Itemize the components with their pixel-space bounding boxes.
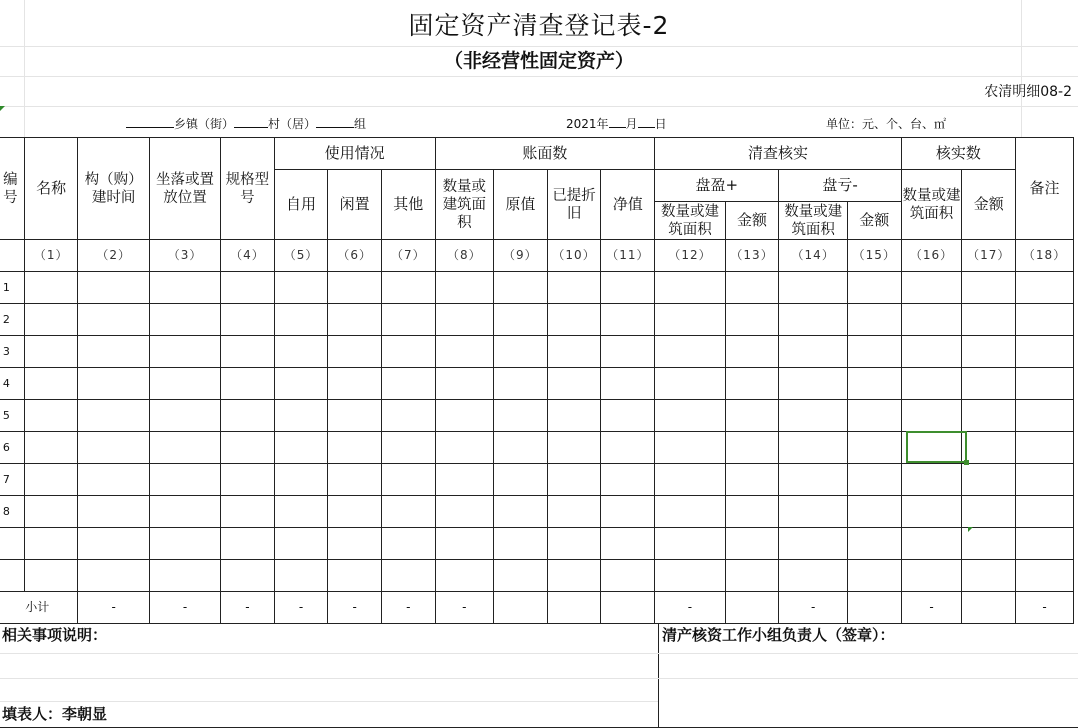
document-title: 固定资产清查登记表-2 xyxy=(408,11,670,40)
form-code: 农清明细08-2 xyxy=(984,84,1072,100)
table-cell[interactable] xyxy=(435,400,494,432)
table-cell[interactable] xyxy=(435,336,494,368)
table-cell[interactable] xyxy=(1016,272,1074,304)
table-cell[interactable] xyxy=(274,368,328,400)
table-cell[interactable] xyxy=(328,496,382,528)
table-cell[interactable] xyxy=(547,464,601,496)
subtotal-cell[interactable]: - xyxy=(779,592,847,624)
column-number: （17） xyxy=(962,240,1016,272)
table-cell[interactable] xyxy=(725,272,779,304)
header-name: 名称 xyxy=(24,138,78,240)
table-cell[interactable] xyxy=(725,496,779,528)
table-cell[interactable] xyxy=(962,272,1016,304)
township-label: 乡镇（街） xyxy=(174,117,235,131)
table-cell[interactable] xyxy=(901,368,962,400)
table-cell[interactable] xyxy=(962,304,1016,336)
table-cell[interactable] xyxy=(779,528,847,560)
month-blank[interactable] xyxy=(609,114,626,128)
subtotal-cell[interactable]: - xyxy=(274,592,328,624)
column-number xyxy=(0,240,24,272)
table-cell[interactable] xyxy=(381,560,435,592)
row-number: 5 xyxy=(0,400,24,432)
header-surplus: 盘盈+ xyxy=(655,170,779,202)
table-row xyxy=(0,368,1074,400)
table-cell[interactable] xyxy=(274,560,328,592)
table-cell[interactable] xyxy=(494,400,548,432)
row-number xyxy=(0,528,24,560)
table-cell[interactable] xyxy=(1016,464,1074,496)
gridline xyxy=(0,701,658,702)
table-cell[interactable] xyxy=(435,368,494,400)
table-cell[interactable] xyxy=(274,432,328,464)
comment-marker xyxy=(968,527,973,532)
table-cell[interactable] xyxy=(221,368,275,400)
table-cell[interactable] xyxy=(78,400,149,432)
table-cell[interactable] xyxy=(847,368,901,400)
table-cell[interactable] xyxy=(328,464,382,496)
table-cell[interactable] xyxy=(328,304,382,336)
date-day: 日 xyxy=(654,117,667,131)
table-cell[interactable] xyxy=(435,304,494,336)
footer-divider xyxy=(658,623,659,728)
header-book-quantity: 数量或建筑面积 xyxy=(435,170,494,240)
table-row xyxy=(0,336,1074,368)
table-cell[interactable] xyxy=(779,272,847,304)
date-month: 月 xyxy=(625,117,638,131)
subtotal-cell[interactable] xyxy=(494,592,548,624)
table-cell[interactable] xyxy=(274,304,328,336)
table-cell[interactable] xyxy=(779,496,847,528)
column-number: （9） xyxy=(494,240,548,272)
table-cell[interactable] xyxy=(149,400,220,432)
table-cell[interactable] xyxy=(328,560,382,592)
column-number: （2） xyxy=(78,240,149,272)
header-verified-count: 核实数 xyxy=(901,138,1015,170)
table-cell[interactable] xyxy=(221,336,275,368)
column-number: （16） xyxy=(901,240,962,272)
table-cell[interactable] xyxy=(24,304,78,336)
table-cell[interactable] xyxy=(847,336,901,368)
subtotal-cell[interactable] xyxy=(547,592,601,624)
table-cell[interactable] xyxy=(381,336,435,368)
table-cell[interactable] xyxy=(24,368,78,400)
table-cell[interactable] xyxy=(274,464,328,496)
table-cell[interactable] xyxy=(221,272,275,304)
column-number: （4） xyxy=(221,240,275,272)
row-number: 6 xyxy=(0,432,24,464)
table-cell[interactable] xyxy=(1016,528,1074,560)
location-line xyxy=(126,114,366,134)
table-cell[interactable] xyxy=(1016,432,1074,464)
table-cell[interactable] xyxy=(779,560,847,592)
header-verification: 清查核实 xyxy=(655,138,901,170)
table-cell[interactable] xyxy=(847,464,901,496)
table-cell[interactable] xyxy=(655,400,725,432)
comment-marker xyxy=(0,106,5,111)
table-cell[interactable] xyxy=(779,432,847,464)
table-cell[interactable] xyxy=(1016,304,1074,336)
table-cell[interactable] xyxy=(381,368,435,400)
table-cell[interactable] xyxy=(779,336,847,368)
table-cell[interactable] xyxy=(494,432,548,464)
table-cell[interactable] xyxy=(149,368,220,400)
fill-handle[interactable] xyxy=(964,460,969,465)
table-cell[interactable] xyxy=(149,304,220,336)
table-cell[interactable] xyxy=(847,560,901,592)
subtotal-cell[interactable]: - xyxy=(655,592,725,624)
table-cell[interactable] xyxy=(655,368,725,400)
table-cell[interactable] xyxy=(655,304,725,336)
row-number xyxy=(0,560,24,592)
table-cell[interactable] xyxy=(494,496,548,528)
table-cell[interactable] xyxy=(779,464,847,496)
date-year: 2021年 xyxy=(566,117,609,131)
header-verified-quantity: 数量或建筑面积 xyxy=(901,170,962,240)
table-cell[interactable] xyxy=(655,336,725,368)
table-cell[interactable] xyxy=(381,528,435,560)
table-cell[interactable] xyxy=(962,400,1016,432)
header-usage: 使用情况 xyxy=(274,138,435,170)
table-cell[interactable] xyxy=(847,272,901,304)
header-depreciation: 已提折旧 xyxy=(547,170,601,240)
table-cell[interactable] xyxy=(547,336,601,368)
table-cell[interactable] xyxy=(221,432,275,464)
table-cell[interactable] xyxy=(962,528,1016,560)
table-cell[interactable] xyxy=(725,432,779,464)
table-cell[interactable] xyxy=(494,464,548,496)
table-cell[interactable] xyxy=(221,464,275,496)
table-cell[interactable] xyxy=(274,528,328,560)
row-number: 4 xyxy=(0,368,24,400)
row-number: 7 xyxy=(0,464,24,496)
gridline xyxy=(0,678,1078,679)
row-number: 8 xyxy=(0,496,24,528)
header-idle: 闲置 xyxy=(328,170,382,240)
gridline xyxy=(0,106,1078,107)
table-cell[interactable] xyxy=(601,528,655,560)
table-cell[interactable] xyxy=(494,336,548,368)
table-cell[interactable] xyxy=(547,432,601,464)
table-cell[interactable] xyxy=(962,560,1016,592)
active-cell-selection[interactable] xyxy=(906,431,967,463)
table-cell[interactable] xyxy=(601,304,655,336)
gridline xyxy=(0,76,1078,77)
table-cell[interactable] xyxy=(655,560,725,592)
table-cell[interactable] xyxy=(24,496,78,528)
document-subtitle: （非经营性固定资产） xyxy=(443,50,634,72)
header-build-time: 构（购）建时间 xyxy=(78,138,149,240)
subtotal-cell[interactable]: - xyxy=(78,592,149,624)
table-cell[interactable] xyxy=(901,496,962,528)
table-cell[interactable] xyxy=(274,272,328,304)
column-number: （6） xyxy=(328,240,382,272)
table-cell[interactable] xyxy=(24,528,78,560)
table-cell[interactable] xyxy=(725,464,779,496)
subtotal-cell[interactable]: - xyxy=(435,592,494,624)
table-cell[interactable] xyxy=(962,432,1016,464)
subtotal-cell[interactable] xyxy=(725,592,779,624)
notes-label: 相关事项说明： xyxy=(2,626,108,644)
header-surplus-quantity: 数量或建筑面积 xyxy=(655,202,725,240)
header-book-value: 账面数 xyxy=(435,138,655,170)
header-deficit: 盘亏- xyxy=(779,170,901,202)
table-cell[interactable] xyxy=(725,400,779,432)
column-number: （18） xyxy=(1016,240,1074,272)
table-cell[interactable] xyxy=(24,560,78,592)
table-cell[interactable] xyxy=(149,528,220,560)
table-row xyxy=(0,560,1074,592)
header-verified-amount: 金额 xyxy=(962,170,1016,240)
header-net-value: 净值 xyxy=(601,170,655,240)
column-number: （1） xyxy=(24,240,78,272)
column-number: （12） xyxy=(655,240,725,272)
table-cell[interactable] xyxy=(78,304,149,336)
table-cell[interactable] xyxy=(1016,336,1074,368)
table-cell[interactable] xyxy=(547,272,601,304)
table-cell[interactable] xyxy=(149,560,220,592)
header-other: 其他 xyxy=(381,170,435,240)
table-cell[interactable] xyxy=(78,464,149,496)
gridline xyxy=(0,653,1078,654)
group-blank[interactable] xyxy=(316,114,354,128)
table-cell[interactable] xyxy=(24,400,78,432)
table-cell[interactable] xyxy=(847,432,901,464)
row-number: 2 xyxy=(0,304,24,336)
subtotal-label: 小计 xyxy=(0,592,78,624)
table-row xyxy=(0,272,1074,304)
table-cell[interactable] xyxy=(847,400,901,432)
table-cell[interactable] xyxy=(78,432,149,464)
table-cell[interactable] xyxy=(221,304,275,336)
table-cell[interactable] xyxy=(655,272,725,304)
subtotal-cell[interactable] xyxy=(847,592,901,624)
table-cell[interactable] xyxy=(962,336,1016,368)
table-cell[interactable] xyxy=(601,272,655,304)
filler-name[interactable]: 李朝显 xyxy=(62,705,108,723)
table-cell[interactable] xyxy=(494,528,548,560)
table-cell[interactable] xyxy=(494,272,548,304)
village-blank[interactable] xyxy=(234,114,268,128)
table-cell[interactable] xyxy=(149,272,220,304)
table-cell[interactable] xyxy=(78,496,149,528)
header-serial: 编号 xyxy=(0,138,24,240)
table-cell[interactable] xyxy=(779,368,847,400)
table-cell[interactable] xyxy=(78,368,149,400)
table-cell[interactable] xyxy=(494,560,548,592)
table-cell[interactable] xyxy=(847,304,901,336)
table-cell[interactable] xyxy=(78,528,149,560)
table-cell[interactable] xyxy=(149,496,220,528)
column-number: （14） xyxy=(779,240,847,272)
row-number: 3 xyxy=(0,336,24,368)
table-cell[interactable] xyxy=(328,336,382,368)
table-cell[interactable] xyxy=(725,336,779,368)
unit-label: 单位：元、个、台、㎡ xyxy=(826,117,947,131)
table-cell[interactable] xyxy=(328,432,382,464)
table-cell[interactable] xyxy=(901,272,962,304)
table-cell[interactable] xyxy=(274,400,328,432)
table-cell[interactable] xyxy=(221,528,275,560)
signer-label: 清产核资工作小组负责人（签章）： xyxy=(662,626,895,644)
table-cell[interactable] xyxy=(1016,368,1074,400)
table-cell[interactable] xyxy=(725,528,779,560)
column-number: （8） xyxy=(435,240,494,272)
table-cell[interactable] xyxy=(381,400,435,432)
table-cell[interactable] xyxy=(78,560,149,592)
day-blank[interactable] xyxy=(638,114,655,128)
subtotal-cell[interactable] xyxy=(601,592,655,624)
table-cell[interactable] xyxy=(381,464,435,496)
header-self-use: 自用 xyxy=(274,170,328,240)
table-cell[interactable] xyxy=(601,368,655,400)
table-cell[interactable] xyxy=(901,528,962,560)
table-cell[interactable] xyxy=(547,304,601,336)
table-row xyxy=(0,464,1074,496)
table-cell[interactable] xyxy=(1016,496,1074,528)
row-number: 1 xyxy=(0,272,24,304)
table-cell[interactable] xyxy=(655,432,725,464)
header-location: 坐落或置放位置 xyxy=(149,138,220,240)
table-cell[interactable] xyxy=(328,528,382,560)
table-row xyxy=(0,400,1074,432)
table-cell[interactable] xyxy=(547,368,601,400)
table-cell[interactable] xyxy=(655,528,725,560)
table-cell[interactable] xyxy=(78,336,149,368)
column-number: （3） xyxy=(149,240,220,272)
table-cell[interactable] xyxy=(381,304,435,336)
table-cell[interactable] xyxy=(24,272,78,304)
subtotal-cell[interactable]: - xyxy=(221,592,275,624)
subtotal-cell[interactable]: - xyxy=(1016,592,1074,624)
table-cell[interactable] xyxy=(274,496,328,528)
table-cell[interactable] xyxy=(435,528,494,560)
table-cell[interactable] xyxy=(779,304,847,336)
column-number: （10） xyxy=(547,240,601,272)
table-cell[interactable] xyxy=(435,496,494,528)
table-cell[interactable] xyxy=(962,464,1016,496)
group-label: 组 xyxy=(354,117,367,131)
subtotal-cell[interactable]: - xyxy=(381,592,435,624)
column-number: （15） xyxy=(847,240,901,272)
table-cell[interactable] xyxy=(221,496,275,528)
table-cell[interactable] xyxy=(274,336,328,368)
table-cell[interactable] xyxy=(381,272,435,304)
table-cell[interactable] xyxy=(601,432,655,464)
table-cell[interactable] xyxy=(601,336,655,368)
header-spec-model: 规格型号 xyxy=(221,138,275,240)
subtotal-cell[interactable]: - xyxy=(901,592,962,624)
table-row xyxy=(0,496,1074,528)
table-cell[interactable] xyxy=(901,560,962,592)
column-number: （11） xyxy=(601,240,655,272)
table-cell[interactable] xyxy=(221,400,275,432)
table-cell[interactable] xyxy=(779,400,847,432)
table-cell[interactable] xyxy=(24,464,78,496)
table-cell[interactable] xyxy=(601,400,655,432)
asset-table xyxy=(0,137,1074,624)
filler-line xyxy=(2,705,107,723)
table-cell[interactable] xyxy=(725,304,779,336)
table-cell[interactable] xyxy=(601,560,655,592)
table-row xyxy=(0,304,1074,336)
header-deficit-quantity: 数量或建筑面积 xyxy=(779,202,847,240)
table-cell[interactable] xyxy=(381,432,435,464)
header-deficit-amount: 金额 xyxy=(847,202,901,240)
header-surplus-amount: 金额 xyxy=(725,202,779,240)
table-cell[interactable] xyxy=(328,400,382,432)
subtotal-cell[interactable]: - xyxy=(149,592,220,624)
table-cell[interactable] xyxy=(149,432,220,464)
table-cell[interactable] xyxy=(149,464,220,496)
column-number: （13） xyxy=(725,240,779,272)
table-cell[interactable] xyxy=(962,496,1016,528)
table-cell[interactable] xyxy=(725,368,779,400)
table-cell[interactable] xyxy=(221,560,275,592)
column-number: （7） xyxy=(381,240,435,272)
table-cell[interactable] xyxy=(601,464,655,496)
township-blank[interactable] xyxy=(126,114,174,128)
table-cell[interactable] xyxy=(494,368,548,400)
table-cell[interactable] xyxy=(435,464,494,496)
table-cell[interactable] xyxy=(847,528,901,560)
table-cell[interactable] xyxy=(435,432,494,464)
table-cell[interactable] xyxy=(1016,400,1074,432)
table-cell[interactable] xyxy=(24,432,78,464)
table-cell[interactable] xyxy=(655,496,725,528)
table-cell[interactable] xyxy=(24,336,78,368)
table-cell[interactable] xyxy=(78,272,149,304)
table-cell[interactable] xyxy=(547,496,601,528)
table-cell[interactable] xyxy=(725,560,779,592)
table-cell[interactable] xyxy=(328,272,382,304)
table-cell[interactable] xyxy=(328,368,382,400)
table-cell[interactable] xyxy=(901,336,962,368)
table-cell[interactable] xyxy=(601,496,655,528)
table-cell[interactable] xyxy=(547,560,601,592)
header-remarks: 备注 xyxy=(1016,138,1074,240)
table-cell[interactable] xyxy=(1016,560,1074,592)
table-cell[interactable] xyxy=(381,496,435,528)
table-cell[interactable] xyxy=(901,464,962,496)
table-cell[interactable] xyxy=(547,528,601,560)
date-line xyxy=(566,114,667,134)
table-cell[interactable] xyxy=(149,336,220,368)
subtotal-cell[interactable] xyxy=(962,592,1016,624)
table-cell[interactable] xyxy=(901,400,962,432)
table-cell[interactable] xyxy=(847,496,901,528)
table-cell[interactable] xyxy=(435,272,494,304)
table-cell[interactable] xyxy=(655,464,725,496)
village-label: 村（居） xyxy=(268,117,317,131)
table-cell[interactable] xyxy=(547,400,601,432)
table-cell[interactable] xyxy=(435,560,494,592)
table-cell[interactable] xyxy=(962,368,1016,400)
table-cell[interactable] xyxy=(901,304,962,336)
table-cell[interactable] xyxy=(494,304,548,336)
table-row xyxy=(0,528,1074,560)
header-original-value: 原值 xyxy=(494,170,548,240)
subtotal-cell[interactable]: - xyxy=(328,592,382,624)
column-number: （5） xyxy=(274,240,328,272)
filler-label: 填表人： xyxy=(2,705,63,723)
